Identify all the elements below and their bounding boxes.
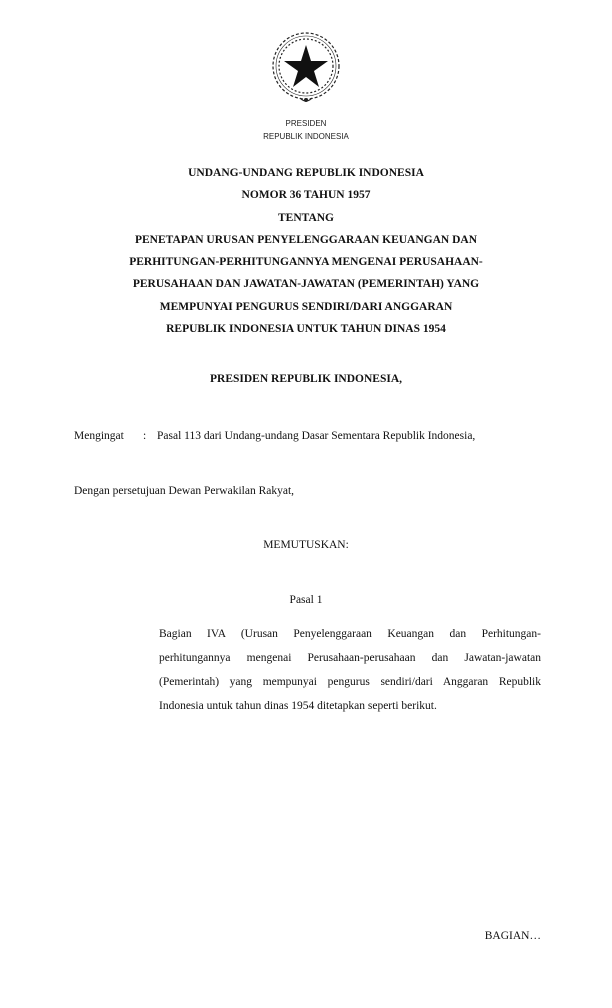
title-line: UNDANG-UNDANG REPUBLIK INDONESIA — [188, 167, 424, 179]
title-line: REPUBLIK INDONESIA UNTUK TAHUN DINAS 1954 — [166, 323, 446, 336]
paragraph-line: Indonesia untuk tahun dinas 1954 ditetapkan seperti berikut. — [159, 700, 437, 712]
mengingat-label: Mengingat — [74, 430, 124, 442]
title-line: TENTANG — [277, 211, 335, 224]
paragraph-line: perhitungannya mengenai Perusahaan-perusahaan dan Jawatan-jawatan — [159, 652, 541, 664]
persetujuan-text: Dengan persetujuan Dewan Perwakilan Rakyat, — [74, 485, 295, 497]
president-heading: PRESIDEN REPUBLIK INDONESIA, — [209, 373, 403, 385]
title-line: PERHITUNGAN-PERHITUNGANNYA MENGENAI PERUSAHAAN- — [129, 256, 483, 269]
garuda-presidential-seal-icon — [268, 30, 344, 110]
seal-caption-presiden: PRESIDEN — [285, 119, 327, 128]
mengingat-text: Pasal 113 dari Undang-undang Dasar Sementara Republik Indonesia, — [157, 430, 476, 442]
pasal-heading: Pasal 1 — [289, 594, 323, 606]
pasal-1-paragraph — [159, 622, 541, 718]
memutuskan-heading: MEMUTUSKAN: — [263, 539, 349, 551]
continuation-marker: BAGIAN… — [484, 930, 541, 942]
seal-caption-republik: REPUBLIK INDONESIA — [263, 132, 349, 141]
mengingat-colon: : — [143, 430, 147, 442]
title-line: PENETAPAN URUSAN PENYELENGGARAAN KEUANGAN DAN — [134, 233, 478, 246]
paragraph-line: (Pemerintah) yang mempunyai pengurus sendiri/dari Anggaran Republik — [159, 676, 541, 688]
paragraph-line: Bagian IVA (Urusan Penyelenggaraan Keuangan dan Perhitungan- — [159, 628, 541, 640]
title-line: PERUSAHAAN DAN JAWATAN-JAWATAN (PEMERINTAH) YANG — [132, 278, 480, 291]
title-line: NOMOR 36 TAHUN 1957 — [241, 189, 371, 202]
title-line: MEMPUNYAI PENGURUS SENDIRI/DARI ANGGARAN — [159, 300, 453, 313]
document-title — [0, 162, 612, 340]
